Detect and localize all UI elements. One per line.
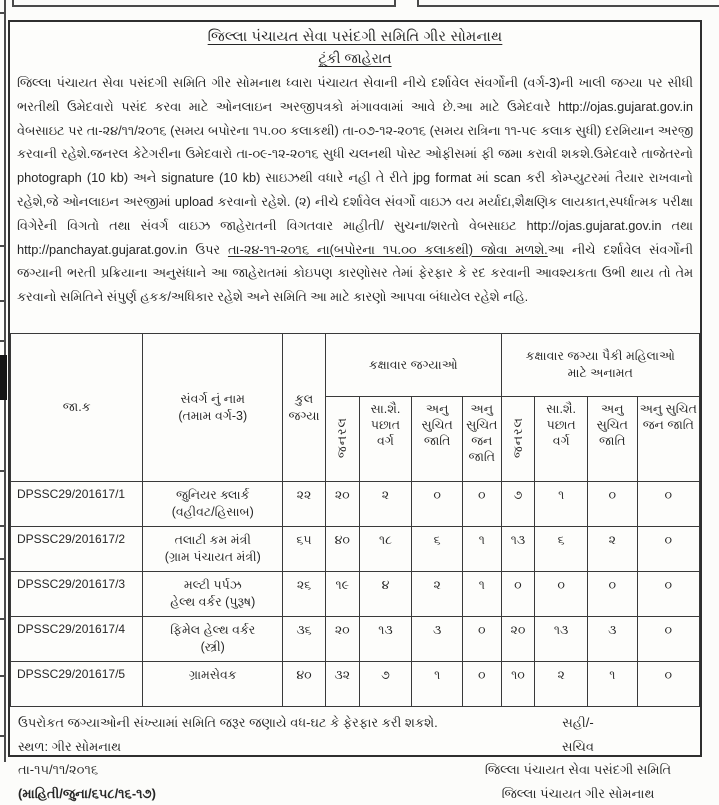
header-women-line1: કક્ષાવાર જગ્યા પૈકી મહિલાઓ xyxy=(504,348,697,365)
scan-artifact-tick xyxy=(0,340,5,342)
cell-cat-sc: ૧ xyxy=(412,662,463,707)
paragraph-part2: આ નીચે દર્શાવેલ સંવર્ગોની જગ્યાની ભરતી પ્રક્રિયાના અનુસંધાને આ જાહેરાતમાં કોઇપણ કારણોસર તેમાં ફેરફાર કે રદ કરવાની આવશ્યકતા ઉભી થાય તો તેમ કરવાનો સમિતિને સંપુર્ણ હકક/અધિકાર રહેશે અને સમિતિ આ માટે કારણો આપવા બંધાયેલ રહેશે નહિ. xyxy=(17,242,693,305)
subheader-general-category: જનરલ xyxy=(325,397,359,482)
scan-artifact-tick xyxy=(0,735,5,737)
cell-cat-sc: ૩ xyxy=(412,617,463,662)
document-subtitle: ટૂંકી જાહેરાત xyxy=(10,48,700,69)
cell-cadre-name: ગ્રામસેવક xyxy=(143,662,283,707)
cell-women-st: ૦ xyxy=(637,617,699,662)
cell-cat-st: ૦ xyxy=(462,617,501,662)
vacancy-table xyxy=(10,333,700,707)
header-cadre-name xyxy=(143,334,283,482)
paragraph-underlined-date: તા-૨૪-૧૧-૨૦૧૬ ના(બપોરના ૧૫.૦૦ કલાકથી) જોવા મળશે. xyxy=(228,242,548,257)
cell-women-sebc: ૦ xyxy=(535,572,588,617)
scan-artifact-tick xyxy=(0,300,5,302)
subheader-st-women: અનુ સુચિત જન જાતિ xyxy=(637,397,699,482)
cell-women-general: ૨૦ xyxy=(501,617,535,662)
cell-total: ૩૬ xyxy=(283,617,326,662)
header-women-line2: માટે અનામત xyxy=(504,365,697,382)
cell-cat-sebc: ૧૮ xyxy=(359,527,412,572)
footer-note: ઉપરોકત જગ્યાઓની સંખ્યામાં સમિતિ જરૂર જણાયે વધ-ઘટ કે ફેરફાર કરી શકશે. xyxy=(18,711,464,735)
scan-artifact-top-box-left xyxy=(12,0,396,7)
cell-adv-no: DPSSC29/201617/3 xyxy=(11,572,143,617)
cell-cat-st: ૧ xyxy=(462,572,501,617)
footer-left-column xyxy=(18,711,464,805)
cell-cat-sebc: ૭ xyxy=(359,662,412,707)
cell-women-sc: ૧ xyxy=(588,662,638,707)
cell-cat-general: ૧૯ xyxy=(325,572,359,617)
notice-document xyxy=(8,20,702,757)
footer-reference-no: (માહિતી/જુના/૬૫૮/૧૬-૧૭) xyxy=(18,782,464,805)
cell-total: ૨૨ xyxy=(283,482,326,527)
cell-women-sc: ૦ xyxy=(588,482,638,527)
cell-women-st: ૦ xyxy=(637,572,699,617)
scan-artifact-tick xyxy=(0,470,5,472)
cell-cat-sc: ૬ xyxy=(412,527,463,572)
cell-cat-st: ૧ xyxy=(462,527,501,572)
cell-women-st: ૦ xyxy=(637,527,699,572)
cell-cat-sc: ૨ xyxy=(412,572,463,617)
footer-place: સ્થળ: ગીર સોમનાથ xyxy=(18,735,464,759)
cell-adv-no: DPSSC29/201617/5 xyxy=(11,662,143,707)
header-total-line2: જગ્યા xyxy=(285,408,323,425)
notice-paragraph xyxy=(10,71,700,333)
cell-total: ૪૦ xyxy=(283,662,326,707)
signature-block xyxy=(10,707,700,805)
cell-cat-general: ૩૨ xyxy=(325,662,359,707)
cell-women-sebc: ૬ xyxy=(535,527,588,572)
cell-women-sc: ૦ xyxy=(588,572,638,617)
cell-cadre-name: ફિમેલ હેલ્થ વર્કર (સ્ત્રી) xyxy=(143,617,283,662)
cell-women-sebc: ૧ xyxy=(535,482,588,527)
subheader-sc-women: અનુ સુચિત જાતિ xyxy=(588,397,638,482)
header-adv-no: જા.ક xyxy=(11,334,143,482)
subheader-st-category: અનુ સુચિત જન જાતિ xyxy=(462,397,501,482)
footer-organization-line2: જિલ્લા પંચાયત ગીર સોમનાથ xyxy=(464,782,692,805)
scan-artifact-tick xyxy=(0,12,5,14)
table-row xyxy=(11,617,700,662)
header-total-posts xyxy=(283,334,326,482)
cell-cat-general: ૨૦ xyxy=(325,617,359,662)
cell-women-general: ૧૩ xyxy=(501,527,535,572)
table-row xyxy=(11,482,700,527)
footer-right-column xyxy=(464,711,692,805)
cell-cat-st: ૦ xyxy=(462,662,501,707)
cell-total: ૨૬ xyxy=(283,572,326,617)
footer-designation: સચિવ xyxy=(464,735,692,759)
cell-cadre-name: જુનિયર ક્લાર્ક (વહીવટ/હિસાબ) xyxy=(143,482,283,527)
cell-cadre-name: મલ્ટી પર્પઝ હેલ્થ વર્કર (પુરૂષ) xyxy=(143,572,283,617)
header-total-line1: કુલ xyxy=(285,391,323,408)
table-row xyxy=(11,662,700,707)
cell-cadre-name: તલાટી કમ મંત્રી (ગ્રામ પંચાયત મંત્રી) xyxy=(143,527,283,572)
scan-artifact-tick xyxy=(0,675,5,677)
cell-cat-general: ૪૦ xyxy=(325,527,359,572)
cell-cat-st: ૦ xyxy=(462,482,501,527)
subheader-sebc-women: સા.શૈ. પછાત વર્ગ xyxy=(535,397,588,482)
cell-cat-sebc: ૧૩ xyxy=(359,617,412,662)
cell-women-st: ૦ xyxy=(637,662,699,707)
cell-cat-general: ૨૦ xyxy=(325,482,359,527)
table-row xyxy=(11,527,700,572)
cell-adv-no: DPSSC29/201617/4 xyxy=(11,617,143,662)
cell-women-general: ૧૦ xyxy=(501,662,535,707)
scan-artifact-tick xyxy=(0,558,5,560)
cell-cat-sebc: ૪ xyxy=(359,572,412,617)
subheader-sc-category: અનુ સુચિત જાતિ xyxy=(412,397,463,482)
cell-adv-no: DPSSC29/201617/1 xyxy=(11,482,143,527)
paragraph-part1: જિલ્લા પંચાયત સેવા પસંદગી સમિતિ ગીર સોમનાથ ધ્વારા પંચાયત સેવાની નીચે દર્શાવેલ સંવર્ગોની (વર્ગ-3)ની ખાલી જગ્યા પર સીધી ભરતીથી ઉમેદવારો પસંદ કરવા માટે ઓનલાઇન અરજીપત્રકો મંગાવવામાં આવે છે.આ માટે ઉમેદવારે http://ojas.gujarat.gov.in વેબસાઇટ પર તા-૨૪/૧૧/૨૦૧૬ (સમય બપોરના ૧૫.૦૦ કલાકથી) તા-૦૭-૧૨-૨૦૧૬ (સમય રાત્રિના ૧૧-૫૯ કલાક સુધી) દરમિયાન અરજી કરવાની રહેશે.જનરલ કેટેગરીના ઉમેદવારો તા-૦૯-૧૨-૨૦૧૬ સુધી ચલનથી પોસ્ટ ઓફીસમાં ફી જમા કરાવી શકશે.ઉમેદવારે તાજેતરનો photograph (10 kb) અને signature (10 kb) સાઇઝથી વધારે નહી તે રીતે jpg format માં scan કરી કોમ્પ્યુટરમાં તૈયાર રાખવાનો રહેશે,જે ઓનલાઇન અરજીમાં upload કરવાનો રહેશે. (૨) નીચે દર્શાવેલ સંવર્ગો વાઇઝ વય મર્યાદા,શૈક્ષણિક લાયકાત,સ્પર્ધાત્મક પરીક્ષા વિગેરેની વિગતો તથા સંવર્ગ વાઇઝ જાહેરાતની વિગતવાર માહીતી/ સુચના/શરતો વેબસાઇટ http://ojas.gujarat.gov.in તથા http://panchayat.gujarat.gov.in ઉપર xyxy=(17,75,693,257)
cell-women-sc: ૨ xyxy=(588,527,638,572)
subheader-sebc-category: સા.શૈ. પછાત વર્ગ xyxy=(359,397,412,482)
header-cadre-name-line2: (તમામ વર્ગ-3) xyxy=(145,408,280,425)
cell-women-general: ૭ xyxy=(501,482,535,527)
subheader-general-women: જનરલ xyxy=(501,397,535,482)
cell-cat-sebc: ૨ xyxy=(359,482,412,527)
cell-women-sc: ૩ xyxy=(588,617,638,662)
cell-cat-sc: ૦ xyxy=(412,482,463,527)
table-row xyxy=(11,572,700,617)
cell-adv-no: DPSSC29/201617/2 xyxy=(11,527,143,572)
cell-women-general: ૦ xyxy=(501,572,535,617)
header-categorywise-posts: કક્ષાવાર જગ્યાઓ xyxy=(325,334,501,397)
cell-total: ૬૫ xyxy=(283,527,326,572)
cell-women-sebc: ૨ xyxy=(535,662,588,707)
scan-artifact-top-box-right xyxy=(417,0,719,7)
scan-artifact-tick xyxy=(0,525,5,527)
footer-signature: સહી/- xyxy=(464,711,692,735)
scan-artifact-black-block xyxy=(0,355,7,400)
cell-women-st: ૦ xyxy=(637,482,699,527)
scan-artifact-tick xyxy=(0,245,5,247)
footer-organization-line1: જિલ્લા પંચાયત સેવા પસંદગી સમિતિ xyxy=(464,758,692,782)
cell-women-sebc: ૧૩ xyxy=(535,617,588,662)
footer-date: તા-૧૫/૧૧/૨૦૧૬ xyxy=(18,758,464,782)
scan-artifact-tick xyxy=(0,618,5,620)
header-women-reservation xyxy=(501,334,699,397)
document-title: જિલ્લા પંચાયત સેવા પસંદગી સમિતિ ગીર સોમનાથ xyxy=(10,27,700,48)
header-cadre-name-line1: સંવર્ગ નું નામ xyxy=(145,391,280,408)
